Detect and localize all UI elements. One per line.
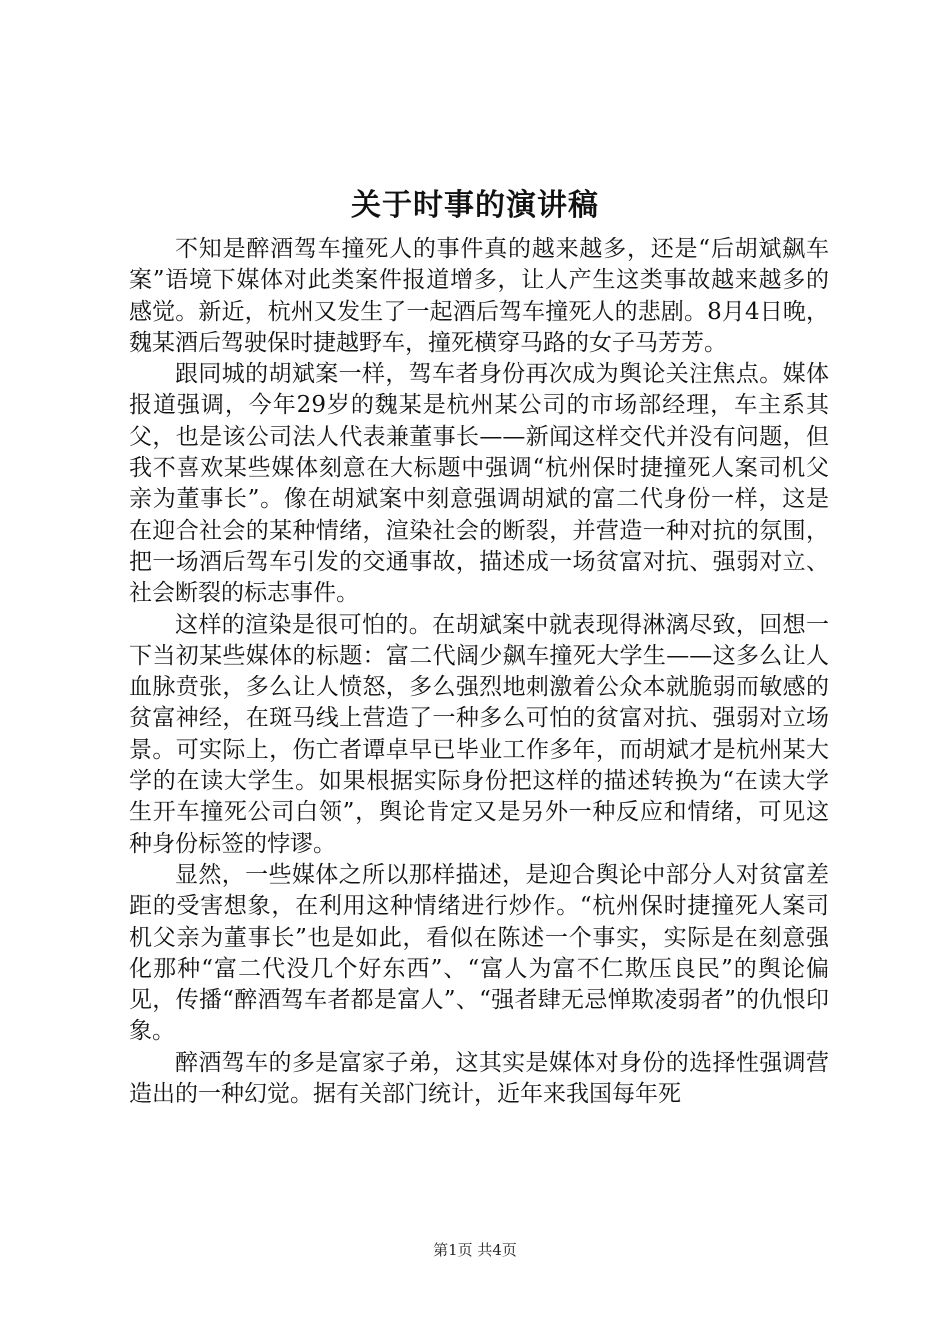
paragraph-1: 不知是醉酒驾车撞死人的事件真的越来越多，还是“后胡斌飙车案”语境下媒体对此类案件报道增多，让人产生这类事故越来越多的感觉。新近，杭州又发生了一起酒后驾车撞死人的悲剧。8月4日晚，魏某酒后驾驶保时捷越野车，撞死横穿马路的女子马芳芳。 (129, 236, 829, 356)
paragraph-4: 显然，一些媒体之所以那样描述，是迎合舆论中部分人对贫富差距的受害想象，在利用这种情绪进行炒作。“杭州保时捷撞死人案司机父亲为董事长”也是如此，看似在陈述一个事实，实际是在刻意强化那种“富二代没几个好东西”、“富人为富不仁欺压良民”的舆论偏见，传播“醉酒驾车者都是富人”、“强者肆无忌惮欺凌弱者”的仇恨印象。 (129, 861, 829, 1045)
paragraph-2: 跟同城的胡斌案一样，驾车者身份再次成为舆论关注焦点。媒体报道强调，今年29岁的魏某是杭州某公司的市场部经理，车主系其父，也是该公司法人代表兼董事长——新闻这样交代并没有问题，但我不喜欢某些媒体刻意在大标题中强调“杭州保时捷撞死人案司机父亲为董事长”。像在胡斌案中刻意强调胡斌的富二代身份一样，这是在迎合社会的某种情绪，渲染社会的断裂，并营造一种对抗的氛围，把一场酒后驾车引发的交通事故，描述成一场贫富对抗、强弱对立、社会断裂的标志事件。 (129, 361, 829, 607)
paragraph-5: 醉酒驾车的多是富家子弟，这其实是媒体对身份的选择性强调营造出的一种幻觉。据有关部门统计，近年来我国每年死 (129, 1049, 829, 1108)
document-title: 关于时事的演讲稿 (351, 188, 599, 223)
document-body (129, 234, 829, 1110)
paragraph-3: 这样的渲染是很可怕的。在胡斌案中就表现得淋漓尽致，回想一下当初某些媒体的标题：富二代阔少飙车撞死大学生——这多么让人血脉贲张，多么让人愤怒，多么强烈地刺激着公众本就脆弱而敏感的贫富神经，在斑马线上营造了一种多么可怕的贫富对抗、强弱对立场景。可实际上，伤亡者谭卓早已毕业工作多年，而胡斌才是杭州某大学的在读大学生。如果根据实际身份把这样的描述转换为“在读大学生开车撞死公司白领”，舆论肯定又是另外一种反应和情绪，可见这种身份标签的悖谬。 (129, 611, 829, 857)
page-number-footer: 第1页 共4页 (433, 1241, 517, 1259)
